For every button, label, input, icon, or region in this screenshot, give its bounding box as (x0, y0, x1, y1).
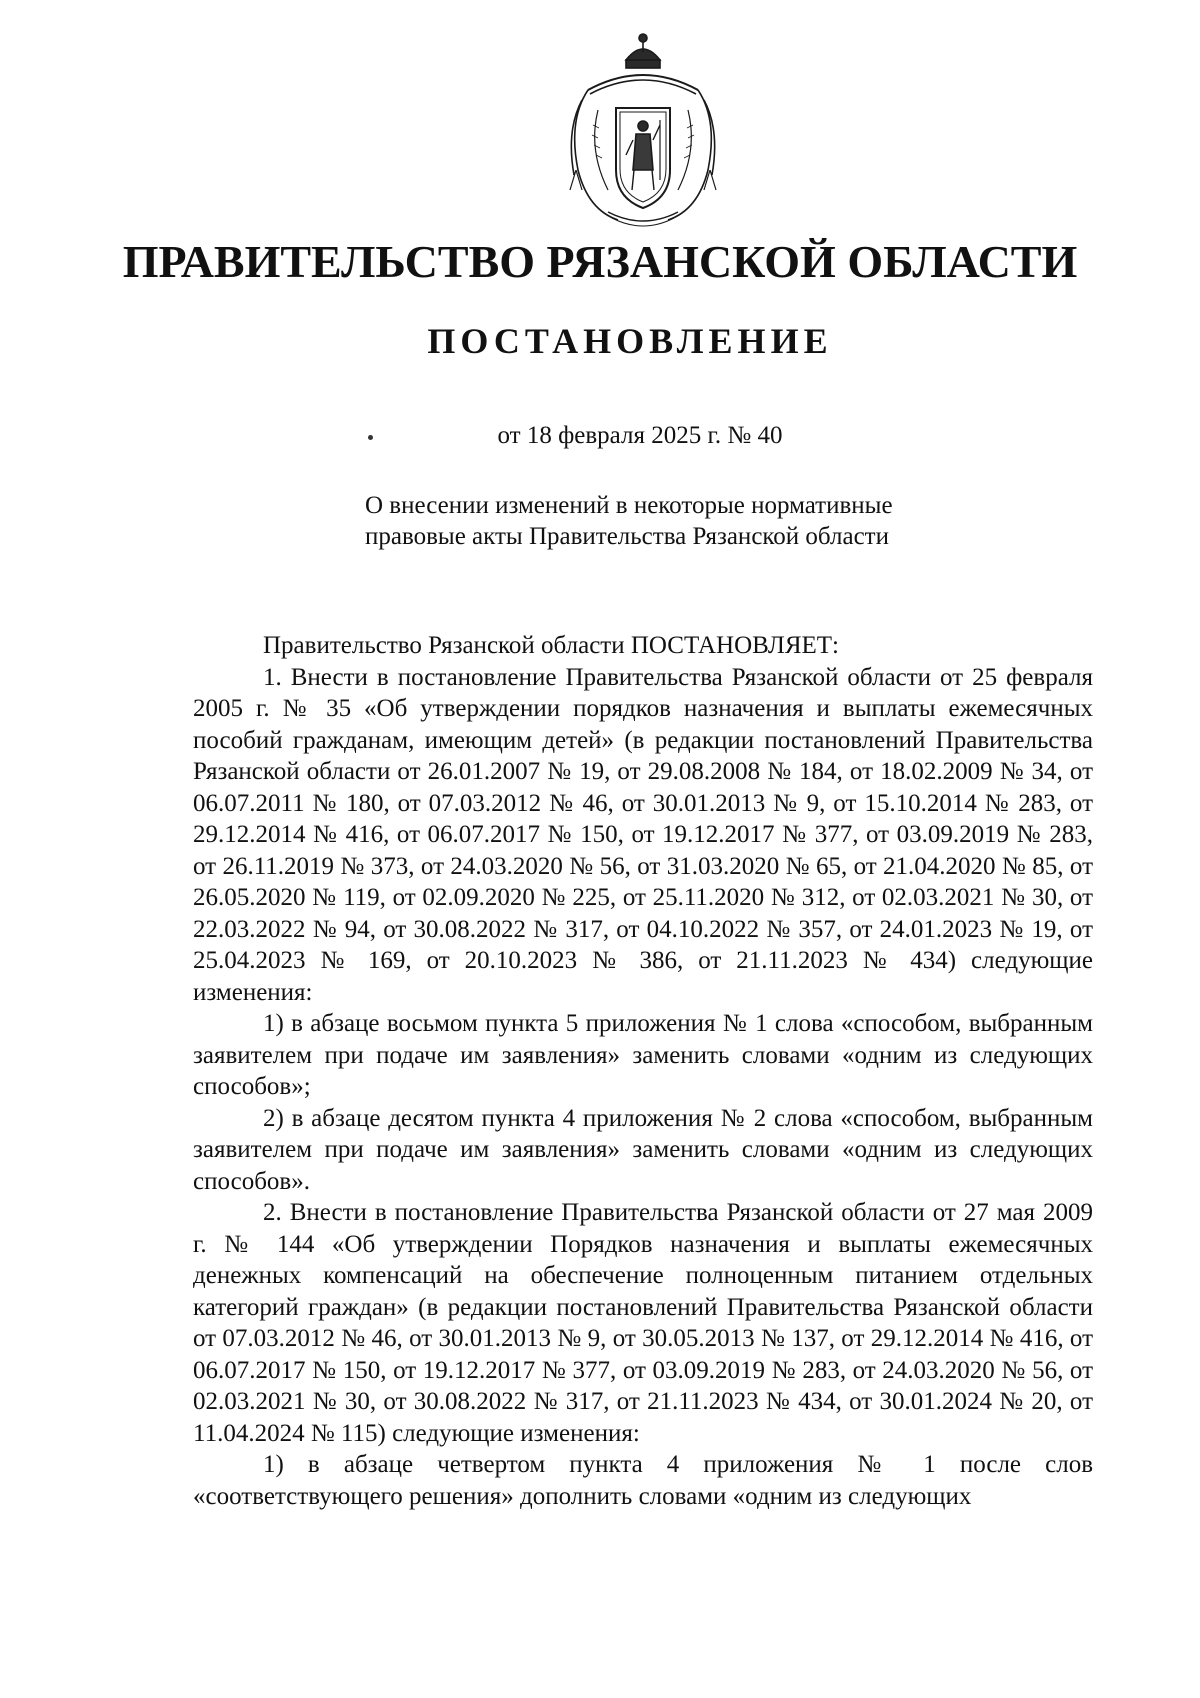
document-date-number: от 18 февраля 2025 г. № 40 (497, 422, 783, 449)
document-type: ПОСТАНОВЛЕНИЕ (427, 321, 833, 361)
subject-line-2: правовые акты Правительства Рязанской области (365, 523, 889, 550)
body-paragraph: 1. Внести в постановление Правительства Рязанской области от 25 февраля 2005 г. № 35 «Об утверждении порядков назначения и выплаты ежемесячных пособий гражданам, имеющим детей» (в редакции постановлений Правительства Рязанской области от 26.01.2007 № 19, от 29.08.2008 № 184, от 18.02.2009 № 34, от 06.07.2011 № 180, от 07.03.2012 № 46, от 30.01.2013 № 9, от 15.10.2014 № 283, от 29.12.2014 № 416, от 06.07.2017 № 150, от 19.12.2017 № 377, от 03.09.2019 № 283, от 26.11.2019 № 373, от 24.03.2020 № 56, от 31.03.2020 № 65, от 21.04.2020 № 85, от 26.05.2020 № 119, от 02.09.2020 № 225, от 25.11.2020 № 312, от 02.03.2021 № 30, от 22.03.2022 № 94, от 30.08.2022 № 317, от 04.10.2022 № 357, от 24.01.2023 № 19, от 25.04.2023 № 169, от 20.10.2023 № 386, от 21.11.2023 № 434) следующие изменения: (193, 663, 1093, 1006)
body-paragraph: 1) в абзаце четвертом пункта 4 приложения № 1 после слов «соответствующего решения» дополнить словами «одним из следующих (193, 1451, 1093, 1510)
scan-speck (368, 435, 373, 440)
subject-line-1: О внесении изменений в некоторые нормативные (365, 492, 893, 519)
document-subject (365, 490, 1005, 552)
document-body (193, 630, 1093, 1512)
body-paragraph: Правительство Рязанской области ПОСТАНОВЛЯЕТ: (263, 632, 839, 659)
coat-of-arms-icon (548, 30, 738, 235)
organization-title: ПРАВИТЕЛЬСТВО РЯЗАНСКОЙ ОБЛАСТИ (122, 236, 1078, 287)
body-paragraph: 2) в абзаце десятом пункта 4 приложения № 2 слова «способом, выбранным заявителем при подаче им заявления» заменить словами «одним из следующих способов». (193, 1104, 1093, 1195)
body-paragraph: 1) в абзаце восьмом пункта 5 приложения № 1 слова «способом, выбранным заявителем при подаче им заявления» заменить словами «одним из следующих способов»; (193, 1010, 1093, 1100)
body-paragraph: 2. Внести в постановление Правительства Рязанской области от 27 мая 2009 г. № 144 «Об утверждении Порядков назначения и выплаты ежемесячных денежных компенсаций на обеспечение полноценным питанием отдельных категорий граждан» (в редакции постановлений Правительства Рязанской области от 07.03.2012 № 46, от 30.01.2013 № 9, от 30.05.2013 № 137, от 29.12.2014 № 416, от 06.07.2017 № 150, от 19.12.2017 № 377, от 03.09.2019 № 283, от 24.03.2020 № 56, от 02.03.2021 № 30, от 30.08.2022 № 317, от 21.11.2023 № 434, от 30.01.2024 № 20, от 11.04.2024 № 115) следующие изменения: (193, 1199, 1093, 1447)
